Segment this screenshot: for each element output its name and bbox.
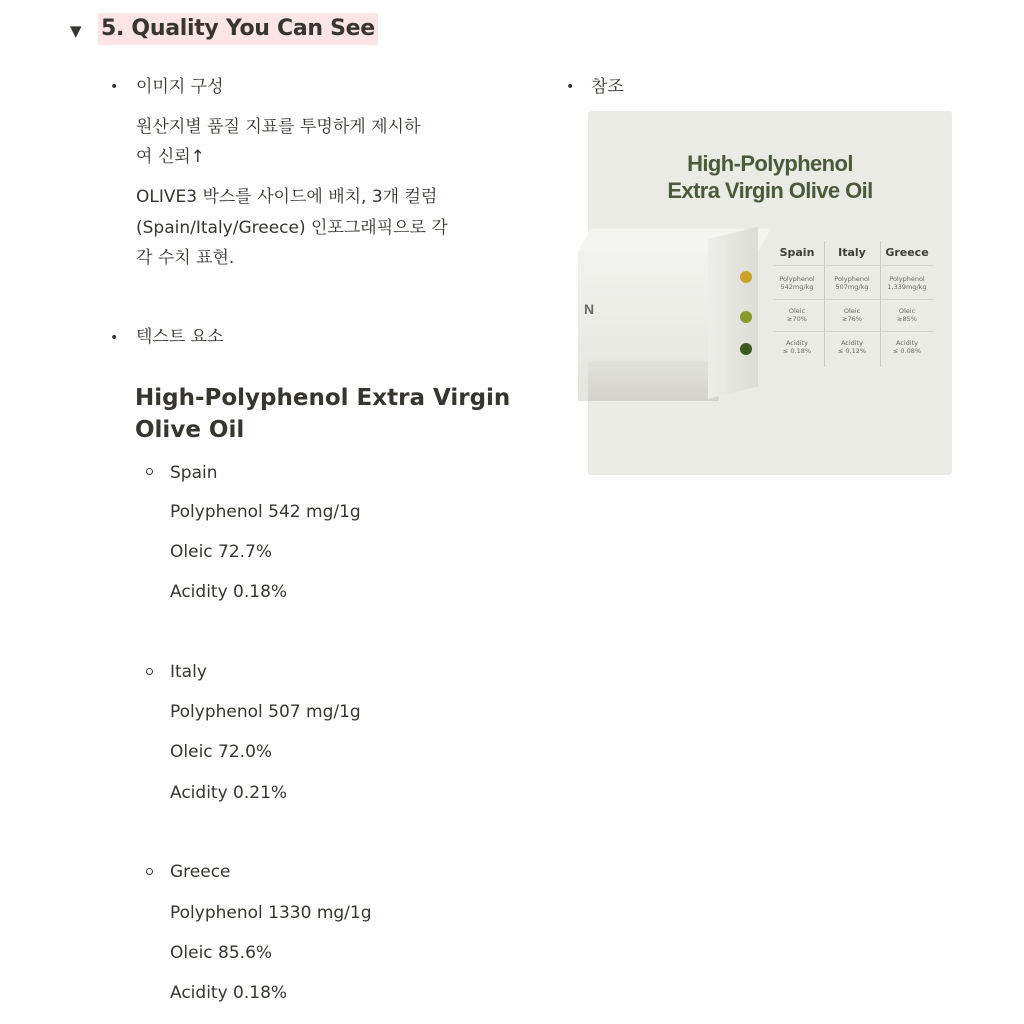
sub-bullet-circle [146,868,153,875]
ref-cell: Oleic [898,307,916,315]
table-rule [774,299,934,300]
ref-cell: Oleic [843,307,861,315]
composition-para1-line2: 여 신뢰↑ [136,147,205,167]
product-box-landscape [588,361,718,401]
ref-cell: ≤ 0.12% [837,347,867,355]
composition-para2-line1: OLIVE3 박스를 사이드에 배치, 3개 컬럼 [136,187,438,207]
bullet-dot: • [566,79,575,95]
origin-polyphenol: Polyphenol 507 mg/1g [170,702,361,722]
origin-acidity: Acidity 0.18% [170,582,288,602]
table-rule [774,265,934,266]
origin-name: Spain [170,463,218,483]
origin-acidity: Acidity 0.18% [170,983,288,1003]
origin-name: Greece [170,862,231,882]
bullet-dot: • [110,79,119,95]
composition-para2-line3: 각 수치 표현. [136,248,235,268]
origin-polyphenol: Polyphenol 542 mg/1g [170,502,361,522]
olive-dot-3 [740,343,752,355]
composition-label: 이미지 구성 [136,77,224,97]
product-box-letter: N [584,301,595,317]
ref-image-title-line2: Extra Virgin Olive Oil [667,178,873,203]
origin-name: Italy [170,662,207,682]
headline-line1: High-Polyphenol Extra Virgin [135,385,511,411]
bullet-dot: • [110,330,119,346]
sub-bullet-circle [146,468,153,475]
composition-para2-line2: (Spain/Italy/Greece) 인포그래픽으로 각 [136,218,448,238]
reference-label: 참조 [591,77,624,97]
text-elements-label: 텍스트 요소 [136,327,224,347]
sub-bullet-circle [146,668,153,675]
ref-cell: Polyphenol [834,275,870,283]
ref-image-title-line1: High-Polyphenol [687,151,853,176]
headline-line2: Olive Oil [135,417,245,443]
olive-dot-1 [740,271,752,283]
ref-cell: ≤ 0.18% [782,347,812,355]
ref-cell: 542mg/kg [780,283,814,291]
ref-cell: Oleic [788,307,806,315]
olive-dot-2 [740,311,752,323]
section-heading: 5. Quality You Can See [98,13,378,45]
origin-oleic: Oleic 72.7% [170,542,273,562]
origin-polyphenol: Polyphenol 1330 mg/1g [170,903,372,923]
collapse-toggle-icon[interactable]: ▼ [70,22,82,40]
ref-cell: ≥76% [842,315,862,323]
ref-col-header: Spain [779,246,815,259]
ref-cell: Acidity [895,339,919,347]
ref-cell: ≥70% [787,315,807,323]
ref-cell: Acidity [785,339,809,347]
ref-cell: 507mg/kg [835,283,869,291]
origin-oleic: Oleic 72.0% [170,742,273,762]
composition-para1-line1: 원산지별 품질 지표를 투명하게 제시하 [136,117,421,137]
origin-oleic: Oleic 85.6% [170,943,273,963]
ref-col-header: Greece [885,246,929,259]
ref-cell: 1,339mg/kg [887,283,927,291]
ref-cell: Polyphenol [779,275,815,283]
reference-image[interactable] [584,111,952,475]
ref-col-header: Italy [838,246,866,259]
ref-cell: Acidity [840,339,864,347]
origin-acidity: Acidity 0.21% [170,783,288,803]
ref-cell: Polyphenol [889,275,925,283]
ref-cell: ≤ 0.08% [892,347,922,355]
ref-cell: ≥85% [897,315,917,323]
table-rule [774,331,934,332]
